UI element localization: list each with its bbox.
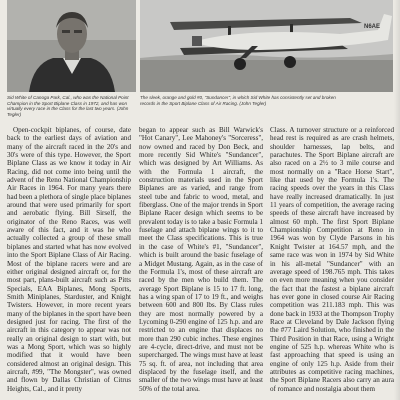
biplane-image [140, 0, 393, 92]
article-column-2 [139, 126, 263, 400]
biplane-photo [140, 0, 393, 92]
tail-number: N6AE [364, 24, 381, 30]
pilot-portrait-photo [7, 0, 136, 92]
biplane-caption: The sleek, orange and gold #0, "Sundancer", in which Sid White has consistently set and broken records in the Sport Biplane Class of Air Racing. (John Tegler) [140, 95, 336, 106]
article-column-3 [270, 126, 394, 400]
article-column-1 [7, 126, 131, 400]
portrait-caption: Sid White of Canoga Park, Cal., who was the National Point Champion in the Sport Biplane Class in 1972, and has won virtually every race in the Class for the last two years. (John Tegler) [7, 95, 129, 117]
pilot-portrait-image [7, 0, 136, 92]
page-fold-shadow [394, 0, 400, 400]
article-text: began to appear such as Bill Warwick's "Hot Canary", Lee Mahoney's "Sorceress", now owned and raced by Don Beck, and more recently Sid White's "Sundancer", which was designed by Art Williams. As with the Formula 1 aircraft, the construction materials used in the Sport Biplanes are as varied, and range from steel tube and fabric to wood, metal, and fiberglass. One of the major trends in Sport Biplane Racer design which seems to be prevalent today is to take a basic Formula 1 fuselage and attach biplane wings to it to meet the Class specifications. This is true in the case of White's #1, "Sundancer", which is built around the basic fuselage of a Midget Mustang. Again, as in the case of the Formula 1's, most of these aircraft are raced by the men who build them. The average Sport Biplane is 15 to 17 ft. long, has a wing span of 17 to 19 ft., and weighs between 600 and 800 lbs. By Class rules they are most normally powered by a Lycoming 0-290 engine of 125 h.p. and are restricted to an engine that displaces no more than 290 cubic inches. These engines are 4-cycle, direct-drive, and must not be supercharged. The wings must have at least 75 sq. ft. of area, not including that area displaced by the fuselage itself, and the smaller of the two wings must have at least 50% of the total area. [139, 126, 263, 393]
article-text: Open-cockpit biplanes, of course, date back to the earliest days of aviation and many of the aircraft raced in the 20's and 30's were of this type. However, the Sport Biplane Class as we know it today in Air Racing, did not come into being until the advent of the Reno National Championship Air Races in 1964. For many years there had been a plethora of single place biplanes around that were used primarily for sport and aerobatic flying. Bill Sirself, the originator of the Reno Races, was well aware of this fact, and it was he who actually collected a group of these small biplanes and started what has now evolved into the Sport Biplane Class of Air Racing. Most of the biplane racers were and are either original designed aircraft or, for the most part, plans-built aircraft such as Pitts Specials, EAA Biplanes, Mong Sports, Smith Miniplanes, Starduster, and Knight Twisters. However, in more recent years many of the biplanes in the sport have been designed just for racing. The first of the aircraft in this category to appear was not really an original design to start with, but was a Mong Sport, which was so highly modified that it would have been considered almost an original design. This aircraft, #99, "The Mongster", was owned and flown by Dallas Christian of Citrus Heights, Cal., and it pretty [7, 126, 131, 393]
article-text: Class. A turnover structure or a reinforced head rest is required as are crash helmets, shoulder harnesses, lap belts, and parachutes. The Sport Biplane aircraft are also raced on a 2½ to 3 mile course and most normally on a "Race Horse Start", like that used by the Formula 1's. The racing speeds over the years in this Class have really increased dramatically. In just 11 years of competition, the average racing speeds of these aircraft have increased by almost 60 mph. The first Sport Biplane Championship Competition at Reno in 1964 was won by Clyde Parsons in his Knight Twister at 164.57 mph, and the same race was won in 1974 by Sid White in his all-metal "Sundancer" with an average speed of 198.765 mph. This takes on even more meaning when you consider the fact that the fastest a biplane aircraft has ever gone in closed course Air Racing competition was 211.183 mph. This was done back in 1933 at the Thompson Trophy Race at Cleveland by Dale Jackson flying the #77 Laird Solution, who finished in the Third Position in that Race, using a Wright engine of 525 h.p. whereas White who is fast approaching that speed is using an engine of only 125 h.p. Aside from their attributes as competitive racing machines, the Sport Biplane Racers also carry an aura of romance and nostalgia about them [270, 126, 394, 393]
